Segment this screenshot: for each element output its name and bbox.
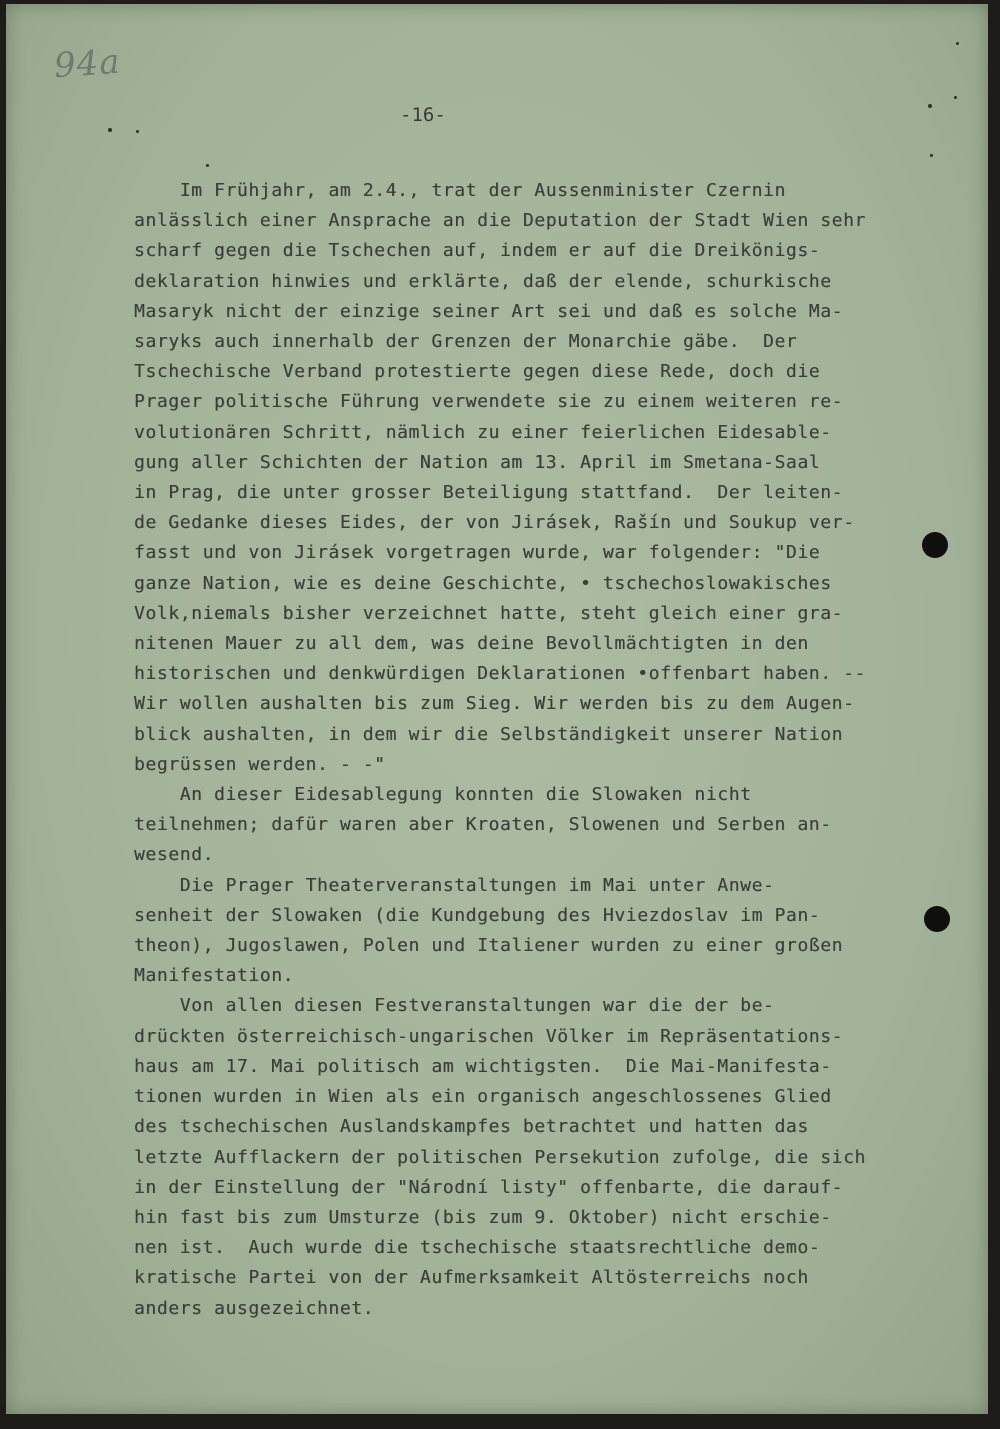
text-line: deklaration hinwies und erklärte, daß der elende, schurkische	[134, 270, 832, 292]
text-line: Im Frühjahr, am 2.4., trat der Aussenminister Czernin	[134, 180, 786, 201]
paper-speck	[954, 96, 957, 99]
text-line: volutionären Schritt, nämlich zu einer feierlichen Eidesable-	[134, 421, 832, 443]
text-line: anders ausgezeichnet.	[134, 1297, 375, 1319]
text-line: nitenen Mauer zu all dem, was deine Bevollmächtigten in den	[134, 633, 809, 655]
text-line: saryks auch innerhalb der Grenzen der Monarchie gäbe. Der	[134, 331, 798, 353]
text-line: anlässlich einer Ansprache an die Deputation der Stadt Wien sehr	[134, 210, 866, 232]
text-line: begrüssen werden. - -"	[134, 753, 386, 775]
text-line: drückten österreichisch-ungarischen Völker im Repräsentations-	[134, 1025, 844, 1047]
paper-speck	[136, 130, 139, 133]
text-line: Von allen diesen Festveranstaltungen war die der be-	[134, 995, 775, 1017]
text-line: Manifestation.	[134, 965, 295, 987]
text-line: des tschechischen Auslandskampfes betrachtet und hatten das	[134, 1116, 809, 1138]
text-line: historischen und denkwürdigen Deklarationen •offenbart haben. --	[134, 663, 866, 685]
text-line: kratische Partei von der Aufmerksamkeit Altösterreichs noch	[134, 1267, 809, 1289]
typewritten-body	[134, 176, 934, 1324]
text-line: Volk,niemals bisher verzeichnet hatte, steht gleich einer gra-	[134, 602, 844, 624]
text-line: An dieser Eidesablegung konnten die Slowaken nicht	[134, 784, 752, 806]
text-line: letzte Aufflackern der politischen Persekution zufolge, die sich	[134, 1146, 866, 1168]
text-line: gung aller Schichten der Nation am 13. April im Smetana-Saal	[134, 451, 821, 473]
paper-speck	[930, 154, 933, 157]
punch-hole	[924, 906, 950, 932]
text-line: in der Einstellung der "Národní listy" offenbarte, die darauf-	[134, 1176, 844, 1198]
text-line: hin fast bis zum Umsturze (bis zum 9. Oktober) nicht erschie-	[134, 1206, 832, 1228]
paper-speck	[108, 128, 112, 132]
document-page	[6, 4, 988, 1414]
text-line: nen ist. Auch wurde die tschechische staatsrechtliche demo-	[134, 1237, 821, 1259]
page-number: -16-	[400, 104, 446, 126]
handwritten-folio-note: 94a	[52, 41, 122, 87]
paper-speck	[956, 42, 959, 45]
text-line: Die Prager Theaterveranstaltungen im Mai unter Anwe-	[134, 874, 775, 896]
text-line: haus am 17. Mai politisch am wichtigsten. Die Mai-Manifesta-	[134, 1055, 832, 1077]
text-line: blick aushalten, in dem wir die Selbständigkeit unserer Nation	[134, 723, 844, 745]
text-line: wesend.	[134, 844, 215, 866]
text-line: tionen wurden in Wien als ein organisch angeschlossenes Glied	[134, 1086, 832, 1108]
text-line: ganze Nation, wie es deine Geschichte, • tschechoslowakisches	[134, 572, 832, 594]
paper-speck	[206, 164, 209, 167]
text-line: senheit der Slowaken (die Kundgebung des Hviezdoslav im Pan-	[134, 904, 821, 926]
text-line: Masaryk nicht der einzige seiner Art sei und daß es solche Ma-	[134, 300, 844, 322]
text-line: de Gedanke dieses Eides, der von Jirásek, Rašín und Soukup ver-	[134, 512, 855, 534]
text-line: scharf gegen die Tschechen auf, indem er auf die Dreikönigs-	[134, 240, 821, 262]
paper-speck	[928, 104, 932, 108]
text-line: in Prag, die unter grosser Beteiligung stattfand. Der leiten-	[134, 482, 844, 504]
punch-hole	[922, 532, 948, 558]
text-line: fasst und von Jirásek vorgetragen wurde, war folgender: "Die	[134, 542, 821, 564]
text-line: Tschechische Verband protestierte gegen diese Rede, doch die	[134, 361, 821, 383]
text-line: teilnehmen; dafür waren aber Kroaten, Slowenen und Serben an-	[134, 814, 832, 836]
text-line: theon), Jugoslawen, Polen und Italiener wurden zu einer großen	[134, 935, 844, 957]
text-line: Prager politische Führung verwendete sie zu einem weiteren re-	[134, 391, 844, 413]
text-line: Wir wollen aushalten bis zum Sieg. Wir werden bis zu dem Augen-	[134, 693, 855, 715]
